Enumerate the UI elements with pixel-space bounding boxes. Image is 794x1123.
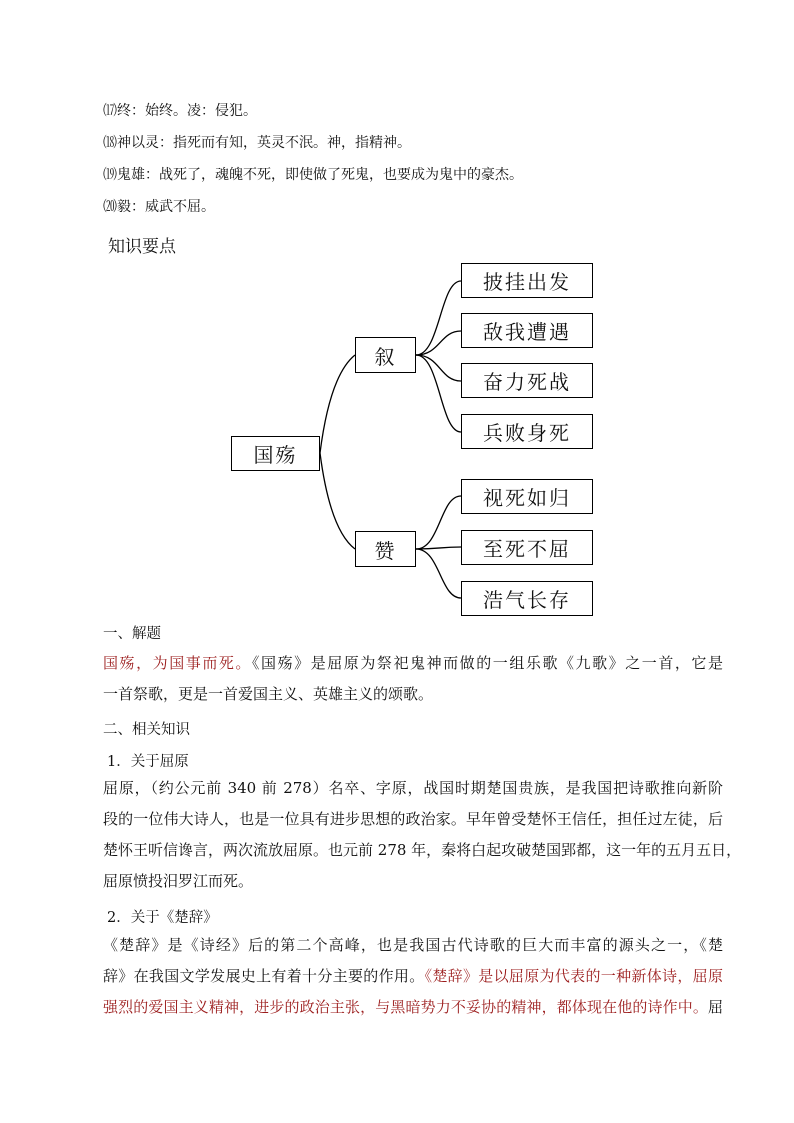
connector-narrate-3 bbox=[416, 355, 461, 381]
connector-narrate-2 bbox=[416, 331, 461, 355]
connector-root-narrate bbox=[320, 355, 355, 453]
knowledge-title: 知识要点 bbox=[108, 237, 176, 257]
connector-praise-3 bbox=[416, 549, 461, 598]
quyuan-paragraph bbox=[103, 773, 742, 897]
subheading-quyuan: 1．关于屈原 bbox=[107, 754, 189, 770]
highlight-text: 国殇，为国事而死。 bbox=[103, 654, 252, 672]
section-heading-intro: 一、解题 bbox=[103, 626, 161, 642]
paragraph-line: 一首祭歌，更是一首爱国主义、英雄主义的颂歌。 bbox=[103, 685, 434, 703]
narrate-item: 敌我遭遇 bbox=[461, 313, 593, 348]
note-17: ⒄终：始终。凌：侵犯。 bbox=[103, 103, 257, 119]
section-heading-related: 二、相关知识 bbox=[103, 722, 190, 738]
connector-root-praise bbox=[320, 453, 355, 549]
paragraph-line: 屈原，（约公元前 340 前 278）名卒、字原，战国时期楚国贵族，是我国把诗歌推向新阶 bbox=[103, 779, 723, 797]
paragraph-line: 辞》在我国文学发展史上有着十分主要的作用。《楚辞》是以屈原为代表的一种新体诗，屈原 bbox=[103, 967, 723, 985]
root-node: 国殇 bbox=[231, 436, 320, 471]
paragraph-line: 《楚辞》是《诗经》后的第二个高峰，也是我国古代诗歌的巨大而丰富的源头之一，《楚 bbox=[103, 936, 723, 954]
branch-narrate: 叙 bbox=[355, 337, 416, 373]
praise-item: 至死不屈 bbox=[461, 530, 593, 565]
paragraph-line: 屈原愤投汨罗江而死。 bbox=[103, 872, 254, 890]
note-20: ⒇毅：威武不屈。 bbox=[103, 199, 215, 215]
paragraph-line: 楚怀王听信谗言，两次流放屈原。也元前 278 年，秦将白起攻破楚国郢都，这一年的五月五日， bbox=[103, 841, 742, 859]
highlight-text: 《楚辞》是以屈原为代表的一种新体诗，屈原 bbox=[424, 967, 723, 985]
paragraph-line: 段的一位伟大诗人，也是一位具有进步思想的政治家。早年曾受楚怀王信任，担任过左徒，后 bbox=[103, 810, 723, 828]
praise-item: 浩气长存 bbox=[461, 581, 593, 616]
narrate-item: 奋力死战 bbox=[461, 363, 593, 398]
chuci-paragraph bbox=[103, 930, 723, 1023]
highlight-text: 强烈的爱国主义精神，进步的政治主张，与黑暗势力不妥协的精神，都体现在他的诗作中。 bbox=[103, 998, 708, 1016]
narrate-item: 披挂出发 bbox=[461, 263, 593, 298]
narrate-item: 兵败身死 bbox=[461, 414, 593, 449]
paragraph-line: 国殇，为国事而死。《国殇》是屈原为祭祀鬼神而做的一组乐歌《九歌》之一首，它是 bbox=[103, 654, 723, 672]
section-intro-paragraph bbox=[103, 648, 723, 710]
paragraph-line: 强烈的爱国主义精神，进步的政治主张，与黑暗势力不妥协的精神，都体现在他的诗作中。屈 bbox=[103, 998, 723, 1016]
subheading-chuci: 2．关于《楚辞》 bbox=[107, 910, 218, 926]
note-19: ⒆鬼雄：战死了，魂魄不死，即使做了死鬼，也要成为鬼中的豪杰。 bbox=[103, 167, 523, 183]
note-18: ⒅神以灵：指死而有知，英灵不泯。神，指精神。 bbox=[103, 135, 411, 151]
branch-praise: 赞 bbox=[355, 531, 416, 567]
praise-item: 视死如归 bbox=[461, 479, 593, 514]
connector-praise-1 bbox=[416, 496, 461, 549]
